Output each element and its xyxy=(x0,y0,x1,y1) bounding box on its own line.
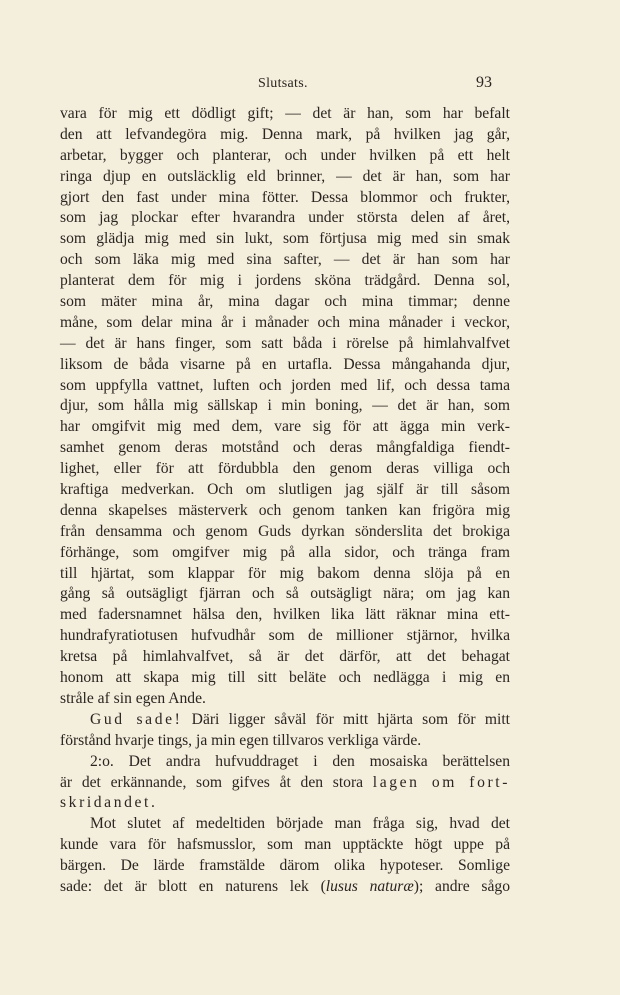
text-line xyxy=(60,710,510,731)
text-line xyxy=(60,877,510,898)
text-run: ); andre sågo xyxy=(413,877,511,895)
text-line: — det är hans finger, som satt båda i rörelse på himlahvalfvet xyxy=(60,334,510,352)
text-line: ringa djup en outsläcklig eld brinner, — det är han, som har xyxy=(60,167,510,185)
text-line: förstånd hvarje tings, ja min egen tillvaros verkliga värde. xyxy=(60,731,422,749)
body-text xyxy=(60,104,510,898)
emphasis-lagen: lagen om fort- xyxy=(372,773,510,791)
text-line: och som läka mig med sina safter, — det är han som har xyxy=(60,251,510,269)
text-line: arbetar, bygger och planterar, och under hvilken på ett helt xyxy=(60,146,510,164)
text-line: stråle af sin egen Ande. xyxy=(60,689,206,707)
text-line: kraftiga medverkan. Och om slutligen jag själf är till såsom xyxy=(60,481,510,499)
text-line xyxy=(60,773,510,794)
text-line: hundrafyratiotusen hufvudhår som de millioner stjärnor, hvilka xyxy=(60,627,510,645)
text-run: Däri ligger såväl för mitt hjärta som för mitt xyxy=(182,710,510,728)
running-title: Slutsats. xyxy=(258,76,308,91)
emphasis-lagen-cont: skridandet xyxy=(60,794,151,812)
text-line: den att lefvandegöra mig. Denna mark, på hvilken jag går, xyxy=(60,125,510,143)
text-line: Mot slutet af medeltiden började man fråga sig, hvad det xyxy=(90,815,510,833)
text-line: djur, som hålla mig sällskap i min boning, — det är han, som xyxy=(60,397,510,415)
text-line: kunde vara för hafsmusslor, som man upptäckte högt uppe på xyxy=(60,836,510,854)
paragraph-3 xyxy=(60,752,510,815)
text-line: samhet genom deras motstånd och deras mångfaldiga fiendt- xyxy=(60,439,510,457)
paragraph-1 xyxy=(60,104,510,710)
text-line: måne, som delar mina år i månader och mina månader i veckor, xyxy=(60,313,510,331)
text-run: är det erkännande, som gifves åt den stora xyxy=(60,773,373,791)
text-line: lighet, eller för att fördubbla den genom deras villiga och xyxy=(60,460,510,478)
paragraph-4 xyxy=(60,814,510,898)
running-head xyxy=(0,76,620,96)
text-line: liksom de båda visarne på en urtafla. Dessa mångahanda djur, xyxy=(60,355,510,373)
text-line: har omgifvit mig med dem, vare sig för att ägga min verk- xyxy=(60,418,510,436)
text-line: gjort den fast under mina fötter. Dessa blommor och frukter, xyxy=(60,188,510,206)
italic-latin-phrase: lusus naturæ xyxy=(325,877,414,895)
emphasis-gud-sade: Gud sade! xyxy=(90,710,183,728)
paragraph-2 xyxy=(60,710,510,752)
text-line: med fadersnamnet hälsa den, hvilken lika lätt räknar mina ett- xyxy=(60,606,510,624)
text-line: som mäter mina år, mina dagar och mina timmar; denne xyxy=(60,293,510,311)
text-line xyxy=(60,793,510,814)
text-run: sade: det är blott en naturens lek ( xyxy=(60,877,326,895)
text-line: planterat dem för mig i jordens sköna trädgård. Denna sol, xyxy=(60,272,510,290)
text-line: gång så outsägligt fjärran och så outsägligt nära; om jag kan xyxy=(60,585,510,603)
text-line: bärgen. De lärde framstälde därom olika hypoteser. Somlige xyxy=(60,857,510,875)
page-number: 93 xyxy=(476,74,492,91)
text-line: vara för mig ett dödligt gift; — det är han, som har befalt xyxy=(60,105,510,122)
text-line: till hjärtat, som klappar för mig bakom denna slöja på en xyxy=(60,564,510,582)
text-line: förhänge, som omgifver mig på alla sidor, och tränga fram xyxy=(60,543,510,561)
text-run: . xyxy=(150,794,155,812)
text-line: från densamma och genom Guds dyrkan sönderslita det brokiga xyxy=(60,522,510,540)
text-line: kretsa på himlahvalfvet, så är det därför, att det behagat xyxy=(60,648,510,666)
text-line: denna skapelses mästerverk och genom tanken kan frigöra mig xyxy=(60,501,510,519)
text-line: 2:o. Det andra hufvuddraget i den mosaiska berättelsen xyxy=(90,752,510,770)
text-line: som glädja mig med sin lukt, som förtjusa mig med sin smak xyxy=(60,230,510,248)
text-line: honom att skapa mig till sitt beläte och nedlägga i mig en xyxy=(60,669,510,687)
text-line: som jag plockar efter hvarandra under största delen af året, xyxy=(60,209,510,227)
text-line: som uppfylla vattnet, luften och jorden med lif, och dessa tama xyxy=(60,376,510,394)
